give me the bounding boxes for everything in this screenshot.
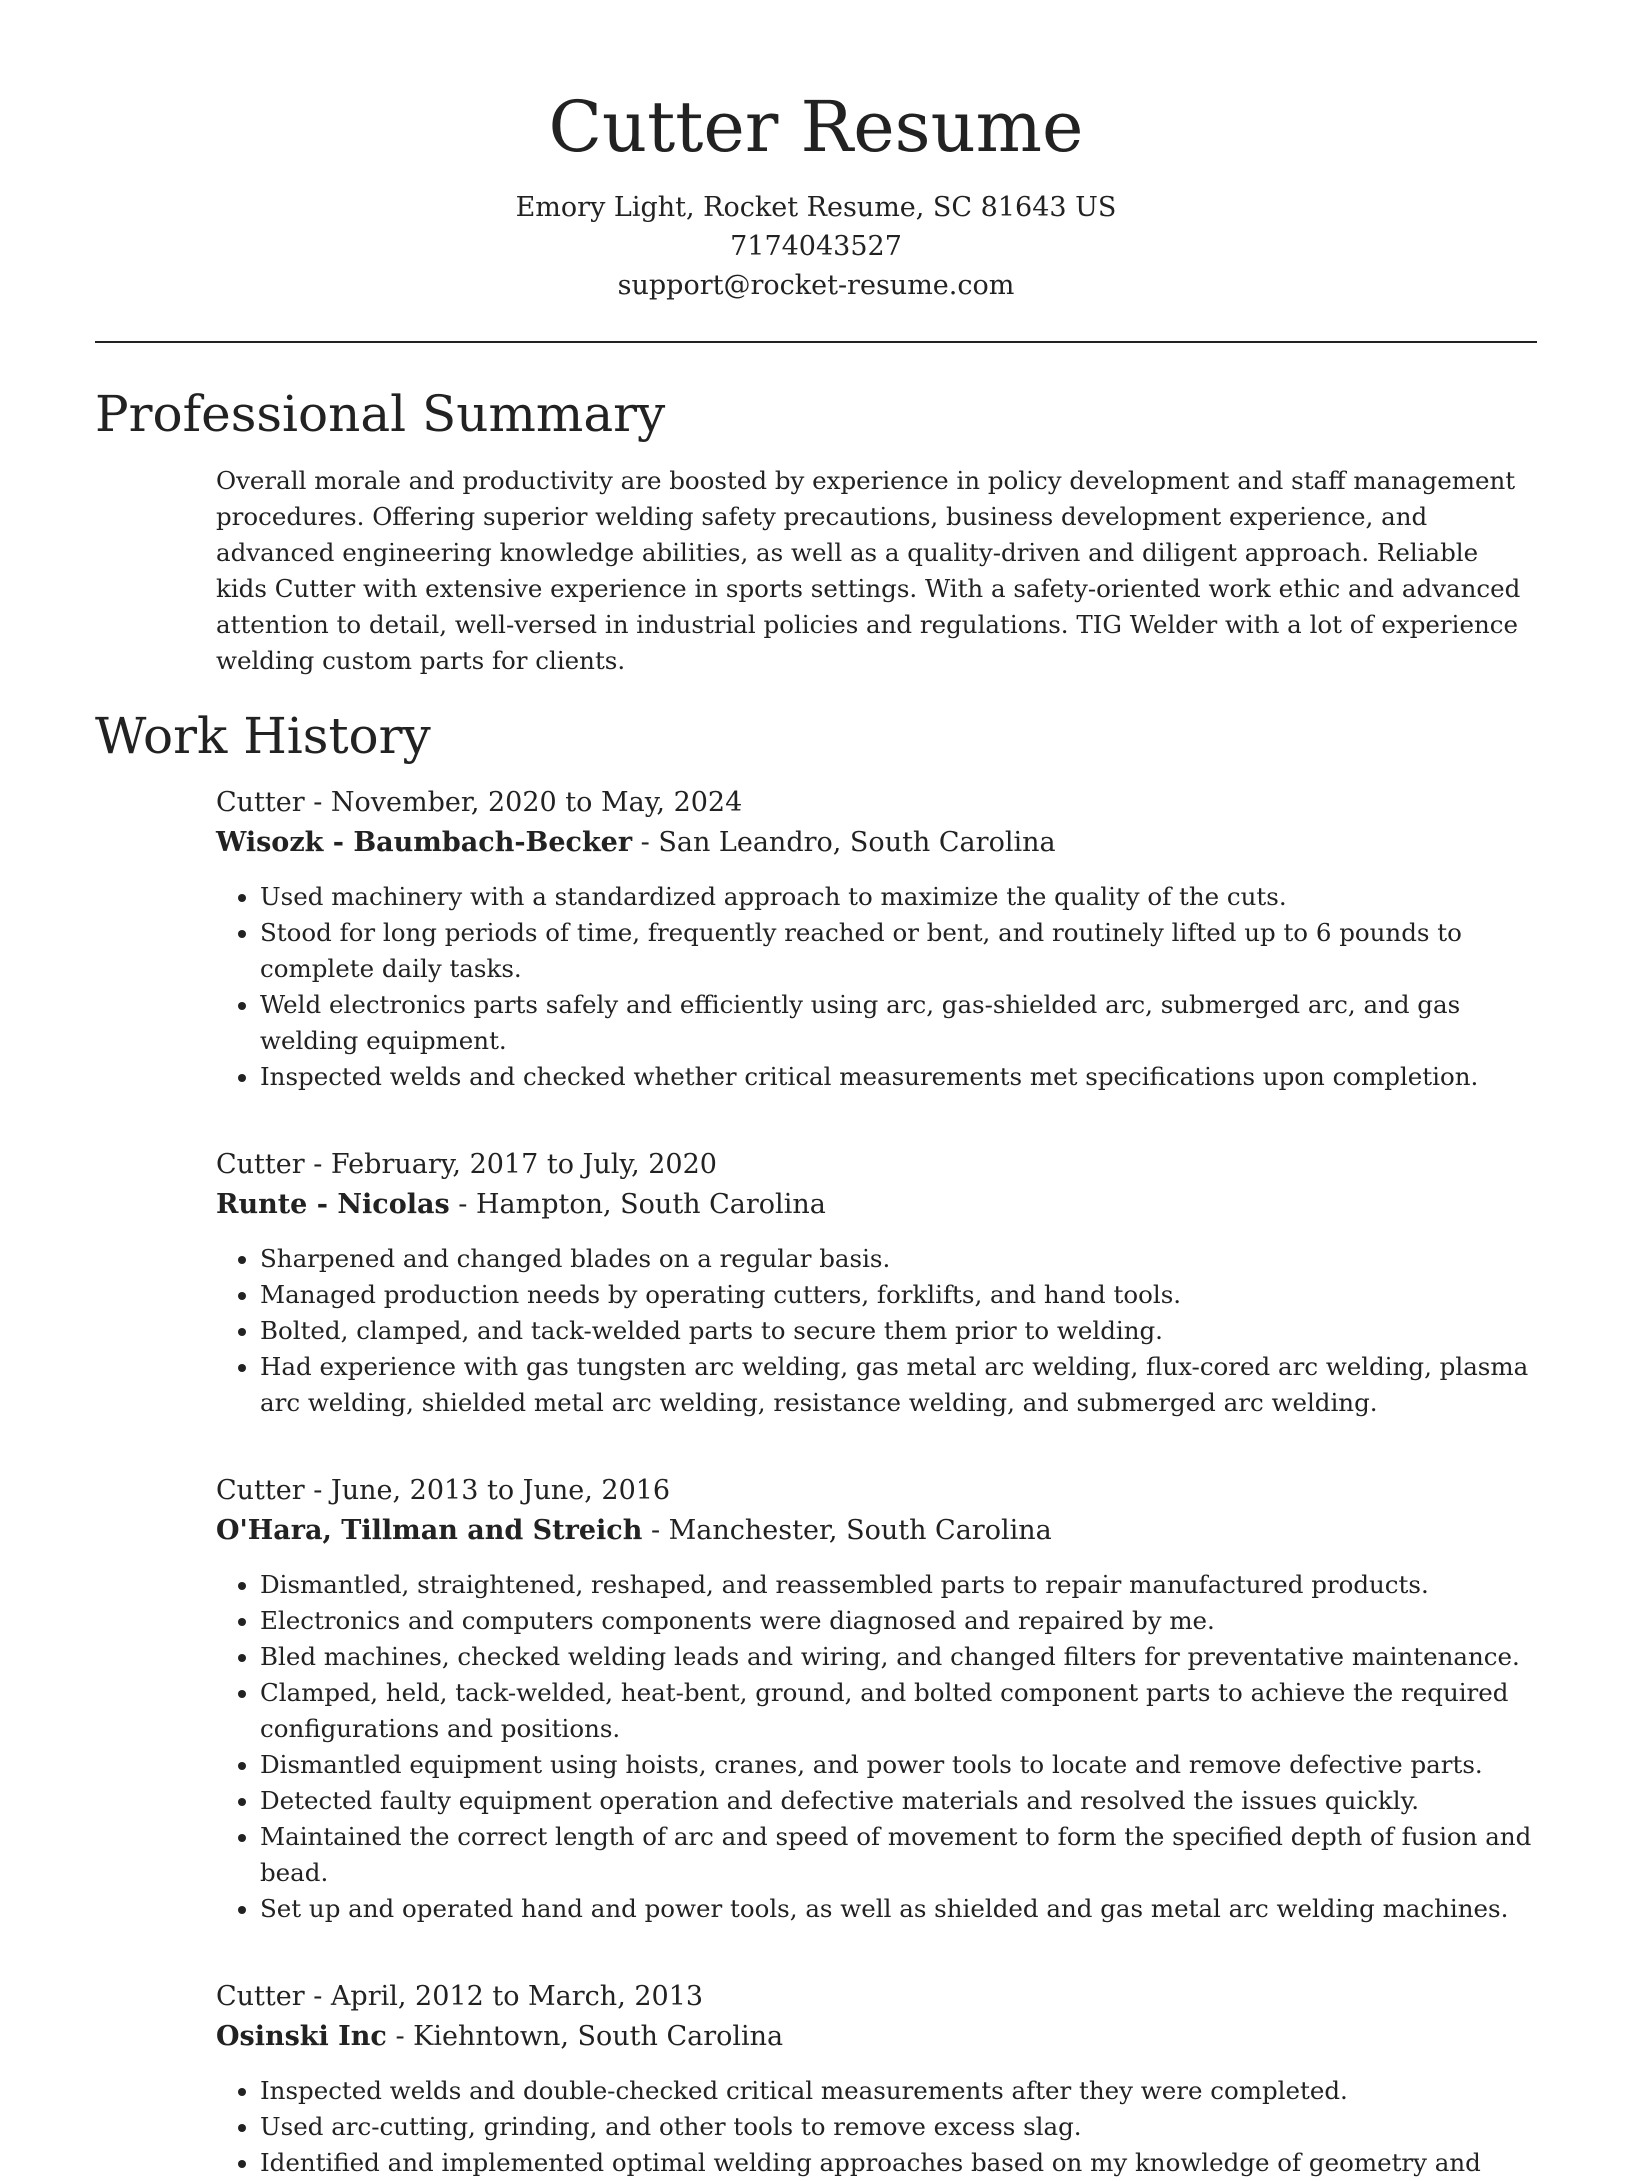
- job-company: O'Hara, Tillman and Streich: [216, 1515, 643, 1546]
- duty-item: • Clamped, held, tack-welded, heat-bent, ground, and bolted component parts to achieve the required configurations and positions.: [260, 1675, 1536, 1747]
- job-entry: [216, 1145, 1536, 1421]
- summary-heading: Professional Summary: [95, 385, 666, 443]
- work-history-heading: Work History: [95, 707, 431, 765]
- duty-item: • Used machinery with a standardized approach to maximize the quality of the cuts.: [260, 879, 1536, 915]
- duty-item: • Sharpened and changed blades on a regular basis.: [260, 1241, 1536, 1277]
- duty-item: • Managed production needs by operating cutters, forklifts, and hand tools.: [260, 1277, 1536, 1313]
- job-company: Osinski Inc: [216, 2021, 387, 2052]
- job-company-line: [216, 1185, 1536, 1225]
- resume-title: Cutter Resume: [548, 86, 1084, 168]
- job-location: - Kiehntown, South Carolina: [386, 2021, 784, 2052]
- job-location: - Manchester, South Carolina: [642, 1515, 1052, 1546]
- duty-item: • Inspected welds and checked whether critical measurements met specifications upon completion.: [260, 1059, 1536, 1095]
- job-duties: [216, 879, 1536, 1095]
- duty-item: • Stood for long periods of time, frequently reached or bent, and routinely lifted up to 6 pounds to complete daily tasks.: [260, 915, 1536, 987]
- job-company-line: [216, 1511, 1536, 1551]
- summary-text: Overall morale and productivity are boosted by experience in policy development and staff management procedures. Offering superior welding safety precautions, business development experience, and advanced engineering knowledge abilities, as well as a quality-driven and diligent approach. Reliable kids Cutter with extensive experience in sports settings. With a safety-oriented work ethic and advanced attention to detail, well-versed in industrial policies and regulations. TIG Welder with a lot of experience welding custom parts for clients.: [216, 466, 1521, 675]
- job-duties: [216, 1241, 1536, 1421]
- contact-block: [0, 188, 1632, 305]
- work-history-list: [0, 783, 1632, 2181]
- contact-phone: 7174043527: [730, 231, 902, 262]
- job-title-line: Cutter - November, 2020 to May, 2024: [216, 787, 743, 818]
- duty-item: • Bled machines, checked welding leads and wiring, and changed filters for preventative maintenance.: [260, 1639, 1536, 1675]
- duty-item: • Set up and operated hand and power tools, as well as shielded and gas metal arc welding machines.: [260, 1891, 1536, 1927]
- job-location: - San Leandro, South Carolina: [632, 827, 1056, 858]
- job-duties: [216, 1567, 1536, 1927]
- job-location: - Hampton, South Carolina: [449, 1189, 826, 1220]
- job-title-line: Cutter - June, 2013 to June, 2016: [216, 1475, 671, 1506]
- contact-email: support@rocket-resume.com: [617, 270, 1015, 301]
- job-company-line: [216, 2017, 1536, 2057]
- duty-item: • Had experience with gas tungsten arc welding, gas metal arc welding, flux-cored arc welding, plasma arc welding, shielded metal arc welding, resistance welding, and submerged arc welding.: [260, 1349, 1536, 1421]
- job-company: Runte - Nicolas: [216, 1189, 450, 1220]
- duty-item: • Dismantled equipment using hoists, cranes, and power tools to locate and remove defective parts.: [260, 1747, 1536, 1783]
- job-title-line: Cutter - February, 2017 to July, 2020: [216, 1149, 717, 1180]
- duty-item: • Maintained the correct length of arc and speed of movement to form the specified depth of fusion and bead.: [260, 1819, 1536, 1891]
- job-company: Wisozk - Baumbach-Becker: [216, 827, 633, 858]
- contact-address: Emory Light, Rocket Resume, SC 81643 US: [515, 192, 1117, 223]
- duty-item: • Identified and implemented optimal welding approaches based on my knowledge of geometry and: [260, 2145, 1536, 2181]
- job-entry: [216, 783, 1536, 1095]
- duty-item: • Inspected welds and double-checked critical measurements after they were completed.: [260, 2073, 1536, 2109]
- job-entry: [216, 1471, 1536, 1927]
- duty-item: • Electronics and computers components were diagnosed and repaired by me.: [260, 1603, 1536, 1639]
- header-divider: [95, 341, 1537, 343]
- duty-item: • Bolted, clamped, and tack-welded parts to secure them prior to welding.: [260, 1313, 1536, 1349]
- job-entry: [216, 1977, 1536, 2181]
- duty-item: • Weld electronics parts safely and efficiently using arc, gas-shielded arc, submerged arc, and gas welding equipment.: [260, 987, 1536, 1059]
- duty-item: • Dismantled, straightened, reshaped, and reassembled parts to repair manufactured products.: [260, 1567, 1536, 1603]
- job-duties: [216, 2073, 1536, 2181]
- job-company-line: [216, 823, 1536, 863]
- job-title-line: Cutter - April, 2012 to March, 2013: [216, 1981, 704, 2012]
- duty-item: • Used arc-cutting, grinding, and other tools to remove excess slag.: [260, 2109, 1536, 2145]
- resume-header: [0, 0, 1632, 305]
- duty-item: • Detected faulty equipment operation and defective materials and resolved the issues quickly.: [260, 1783, 1536, 1819]
